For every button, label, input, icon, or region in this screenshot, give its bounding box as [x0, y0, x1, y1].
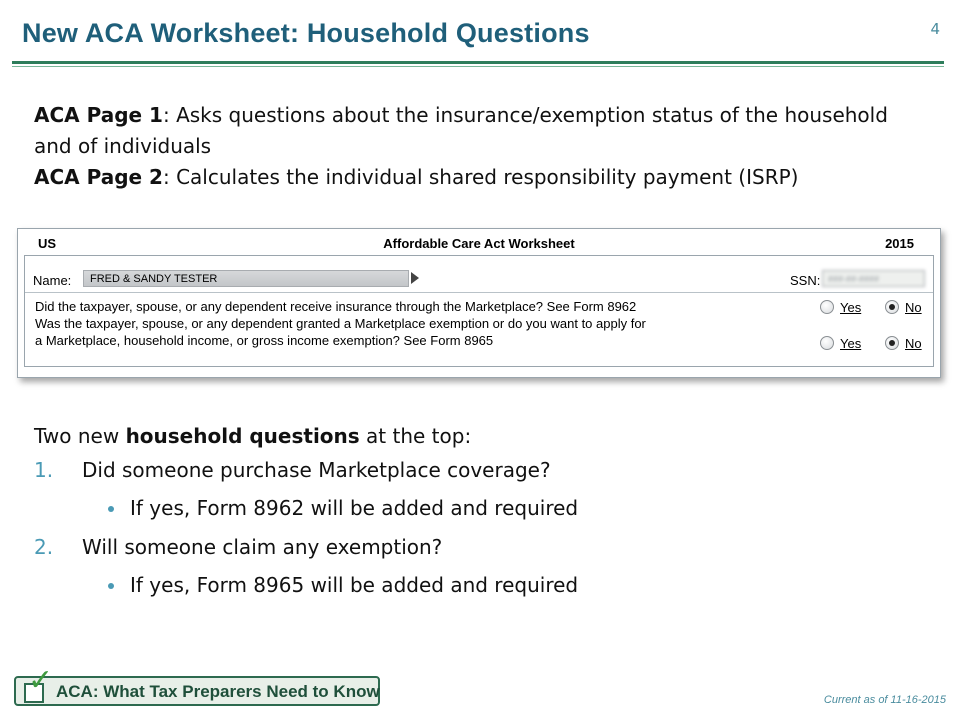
- title-divider: [12, 61, 944, 64]
- ssn-field[interactable]: ###-##-####: [822, 270, 925, 287]
- intro-page2: [34, 162, 914, 193]
- page-number: 4: [930, 20, 940, 38]
- aca-logo: [14, 663, 380, 706]
- footer-date: Current as of 11-16-2015: [823, 694, 946, 706]
- q2-yes-label: Yes: [840, 336, 862, 351]
- intro-text: [34, 100, 914, 193]
- worksheet-header: [24, 233, 934, 253]
- lead-bold: household questions: [125, 424, 360, 448]
- q2-no-option[interactable]: [885, 336, 922, 351]
- list-number: 1.: [34, 458, 54, 482]
- title-divider-thin: [12, 66, 944, 67]
- list-subitem: If yes, Form 8962 will be added and required: [130, 496, 579, 520]
- checkmark-icon: ✓: [28, 663, 54, 698]
- slide-title: New ACA Worksheet: Household Questions: [22, 18, 590, 48]
- q2-yes-option[interactable]: [820, 336, 861, 351]
- worksheet-title: Affordable Care Act Worksheet: [383, 236, 575, 251]
- intro-page1-label: ACA Page 1: [34, 103, 163, 127]
- question-exemption-line1: Was the taxpayer, spouse, or any dependent granted a Marketplace exemption or do you want to apply for: [35, 316, 646, 331]
- radio-checked-icon[interactable]: [885, 336, 899, 350]
- name-field[interactable]: FRED & SANDY TESTER: [83, 270, 409, 287]
- q1-no-label: No: [905, 300, 922, 315]
- lead-pre: Two new: [34, 424, 126, 448]
- worksheet-year: 2015: [885, 236, 914, 251]
- q2-no-label: No: [905, 336, 922, 351]
- radio-unchecked-icon[interactable]: [820, 336, 834, 350]
- intro-page2-desc: : Calculates the individual shared responsibility payment (ISRP): [162, 165, 799, 189]
- radio-unchecked-icon[interactable]: [820, 300, 834, 314]
- bullet-icon: [108, 506, 114, 512]
- worksheet-state: US: [38, 236, 57, 251]
- q1-yes-label: Yes: [840, 300, 862, 315]
- question-exemption-line2: a Marketplace, household income, or gross income exemption? See Form 8965: [35, 333, 494, 348]
- name-row: [25, 256, 933, 293]
- q1-no-option[interactable]: [885, 300, 922, 315]
- intro-page1-desc: : Asks questions about the insurance/exemption status of the household and of individuals: [34, 103, 888, 158]
- name-arrow-icon[interactable]: [411, 272, 419, 284]
- list-number: 2.: [34, 535, 54, 559]
- radio-checked-icon[interactable]: [885, 300, 899, 314]
- worksheet-body: [24, 255, 934, 367]
- list-subitem: If yes, Form 8965 will be added and required: [130, 573, 579, 597]
- list-item: Did someone purchase Marketplace coverage?: [82, 458, 551, 482]
- logo-text: ACA: What Tax Preparers Need to Know: [56, 682, 380, 701]
- lead-post: at the top:: [359, 424, 472, 448]
- lead-text: [34, 424, 471, 448]
- q1-yes-option[interactable]: [820, 300, 861, 315]
- question-exemption: [35, 315, 646, 349]
- bullet-icon: [108, 583, 114, 589]
- intro-page1: [34, 100, 914, 162]
- question-marketplace: Did the taxpayer, spouse, or any dependent receive insurance through the Marketplace? See Form 8962: [35, 299, 637, 314]
- intro-page2-label: ACA Page 2: [34, 165, 163, 189]
- name-label: Name:: [33, 273, 72, 288]
- ssn-label: SSN:: [790, 273, 821, 288]
- list-item: Will someone claim any exemption?: [82, 535, 443, 559]
- worksheet-screenshot: [17, 228, 941, 378]
